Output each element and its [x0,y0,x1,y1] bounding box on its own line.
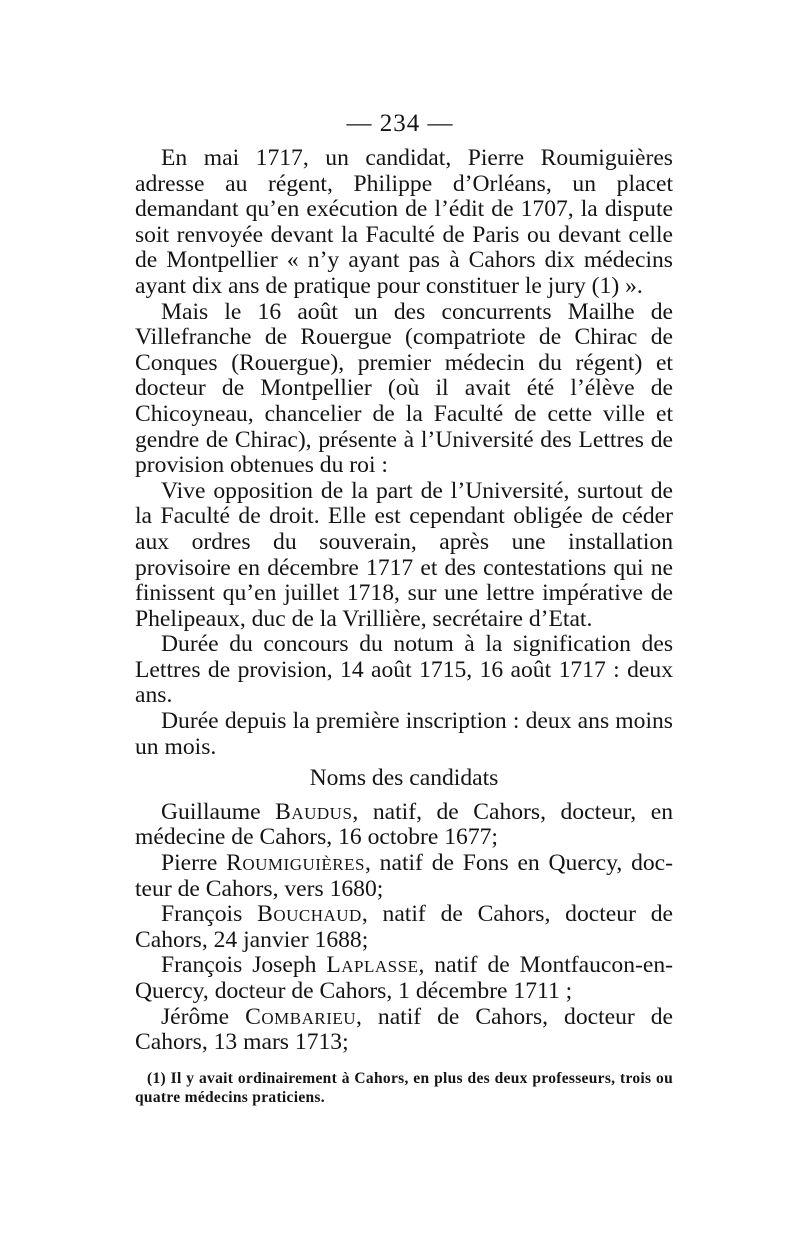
paragraph-3: Vive opposition de la part de l’Université, surtout de la Faculté de droit. Elle est cependant obligée de céder aux ordres du souverain, après une installation provisoire en décembre 1717 et des contestations qui ne finissent qu’en juillet 1718, sur une lettre impérative de Phelipeaux, duc de la Vrillière, secrétaire d’Etat. [135,477,673,632]
paragraph-5: Durée depuis la première inscription : deux ans moins un mois. [135,708,673,760]
section-heading: Noms des candidats [309,765,499,792]
page-body [135,146,673,1122]
candidate-details: , natif de Cahors, docteur de Cahors, 24 janvier 1688; [135,901,673,953]
candidate-surname: Combarieu [245,1003,357,1030]
candidate-entry [135,1005,673,1056]
candidate-first-name: Jérôme [161,1003,230,1030]
candidate-entry [135,953,673,1004]
page-number: — 234 — [346,110,454,137]
candidate-first-name: Guillaume [161,798,261,825]
candidate-first-name: François Joseph [161,952,317,979]
candidate-details: , natif de Montfaucon-en-Quercy, docteur de Cahors, 1 décembre 1711 ; [135,952,673,1004]
candidate-entry [135,800,673,851]
candidate-surname: Laplasse [326,952,419,979]
paragraph-2: Mais le 16 août un des concurrents Mailhe de Villefranche de Rouergue (compatriote de Chirac de Conques (Rouergue), premier médecin du régent) et docteur de Montpellier (où il avait été l’élève de Chicoyneau, chancelier de la Faculté de cette ville et gendre de Chirac), présente à l’Université des Lettres de provision obtenues du roi : [135,298,673,479]
candidate-details: , natif de Cahors, docteur de Cahors, 13 mars 1713; [135,1003,673,1056]
candidate-surname: Baudus [275,798,353,825]
candidate-surname: Bouchaud [257,901,362,928]
candidate-details: , natif de Fons en Quercy, docteur de Cahors, vers 1680; [135,850,674,902]
candidate-surname: Roumiguières [226,850,365,877]
candidate-details: , natif, de Cahors, docteur, en médecine de Cahors, 16 octobre 1677; [135,798,673,851]
candidate-entry [135,851,673,902]
candidate-entry [135,902,673,953]
paragraph-1: En mai 1717, un candidat, Pierre Roumiguières adresse au régent, Philippe d’Orléans, un placet demandant qu’en exécution de l’édit de 1707, la dispute soit renvoyée devant la Faculté de Paris ou devant celle de Montpellier « n’y ayant pas à Cahors dix médecins ayant dix ans de pratique pour constituer le jury (1) ». [135,145,673,299]
footnote: (1) Il y avait ordinairement à Cahors, en plus des deux professeurs, trois ou quatre médecins praticiens. [135,1069,673,1106]
paragraph-4: Durée du concours du notum à la signification des Lettres de provision, 14 août 1715, 16 août 1717 : deux ans. [135,631,673,709]
candidate-first-name: Pierre [161,850,218,877]
candidate-first-name: François [161,901,243,928]
